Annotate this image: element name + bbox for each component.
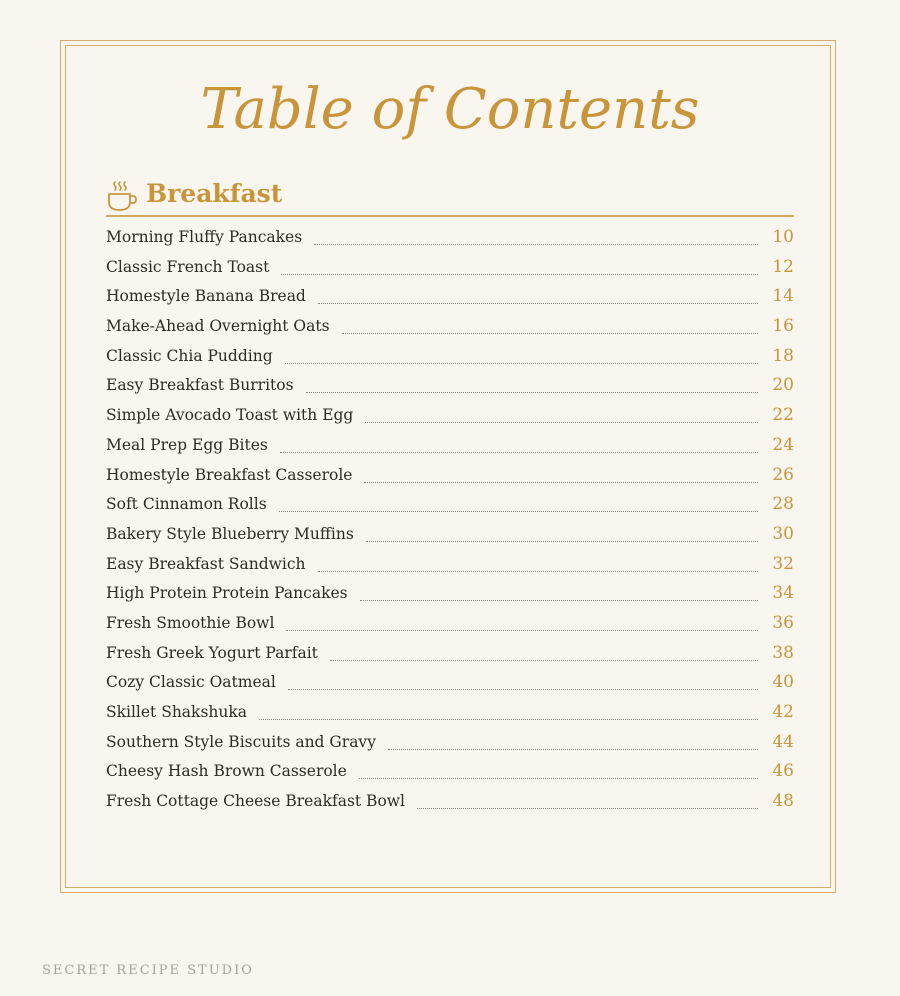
dot-leader <box>342 333 758 334</box>
toc-entry-title: Cheesy Hash Brown Casserole <box>106 762 347 781</box>
toc-entry-page-number: 36 <box>772 612 794 633</box>
dot-leader <box>281 274 758 275</box>
toc-entry-title: Easy Breakfast Sandwich <box>106 554 306 573</box>
toc-entry-title: Southern Style Biscuits and Gravy <box>106 732 376 751</box>
toc-entry-page-number: 42 <box>772 702 794 722</box>
toc-entry-page-number: 24 <box>772 434 794 455</box>
section-header <box>106 175 794 217</box>
dot-leader <box>280 452 758 453</box>
dot-leader <box>388 749 758 750</box>
toc-entry[interactable] <box>106 668 794 698</box>
toc-entry[interactable] <box>106 787 794 817</box>
toc-entry-title: Fresh Greek Yogurt Parfait <box>106 643 318 662</box>
dot-leader <box>314 244 758 245</box>
toc-entry-page-number: 26 <box>772 464 794 485</box>
dot-leader <box>318 303 758 304</box>
toc-entry-title: Homestyle Breakfast Casserole <box>106 465 353 484</box>
toc-entry-title: High Protein Protein Pancakes <box>106 584 348 603</box>
toc-entry-title: Morning Fluffy Pancakes <box>106 228 303 246</box>
toc-entry[interactable] <box>106 312 794 342</box>
dot-leader <box>364 482 758 483</box>
toc-entry-title: Make-Ahead Overnight Oats <box>106 317 330 336</box>
toc-entry-title: Bakery Style Blueberry Muffins <box>106 524 354 543</box>
dot-leader <box>318 571 758 572</box>
toc-entry[interactable] <box>106 520 794 550</box>
dot-leader <box>360 600 758 601</box>
toc-entry[interactable] <box>106 282 794 312</box>
toc-entry-title: Skillet Shakshuka <box>106 703 247 721</box>
toc-entry-page-number: 20 <box>772 375 794 396</box>
toc-entry-title: Homestyle Banana Bread <box>106 287 306 306</box>
footer-brand: SECRET RECIPE STUDIO <box>42 963 254 978</box>
toc-entry-page-number: 16 <box>772 316 794 337</box>
toc-entry[interactable] <box>106 579 794 609</box>
toc-entry-page-number: 44 <box>772 731 794 752</box>
toc-entry[interactable] <box>106 698 794 728</box>
toc-entry[interactable] <box>106 253 794 283</box>
coffee-cup-icon <box>106 179 138 213</box>
toc-entry-page-number: 12 <box>772 256 794 277</box>
dot-leader <box>417 808 758 809</box>
toc-entry-page-number: 10 <box>772 227 794 247</box>
page-title: Table of Contents <box>200 77 700 142</box>
toc-entry[interactable] <box>106 223 794 253</box>
toc-entry-page-number: 34 <box>772 583 794 604</box>
dot-leader <box>285 363 758 364</box>
toc-entry-title: Fresh Smoothie Bowl <box>106 613 275 632</box>
toc-entry-title: Easy Breakfast Burritos <box>106 376 294 395</box>
dot-leader <box>259 719 758 720</box>
toc-entry[interactable] <box>106 431 794 461</box>
toc-entry-title: Fresh Cottage Cheese Breakfast Bowl <box>106 792 405 811</box>
toc-entry-page-number: 38 <box>772 642 794 663</box>
toc-entry[interactable] <box>106 461 794 491</box>
toc-entry[interactable] <box>106 609 794 639</box>
toc-entry-page-number: 32 <box>772 553 794 574</box>
toc-entry-page-number: 14 <box>772 286 794 307</box>
dot-leader <box>330 660 758 661</box>
toc-entry-page-number: 48 <box>772 791 794 812</box>
dot-leader <box>359 778 758 779</box>
dot-leader <box>279 511 758 512</box>
dot-leader <box>288 689 758 690</box>
toc-entry-page-number: 46 <box>772 761 794 782</box>
toc-entry-page-number: 30 <box>772 523 794 544</box>
toc-entry-page-number: 22 <box>772 405 794 426</box>
toc-entry-title: Classic Chia Pudding <box>106 346 273 365</box>
toc-entry[interactable] <box>106 550 794 580</box>
dot-leader <box>286 630 758 631</box>
toc-entry-page-number: 18 <box>772 345 794 366</box>
toc-entry[interactable] <box>106 639 794 669</box>
toc-entry-title: Cozy Classic Oatmeal <box>106 673 276 692</box>
toc-entry-title: Classic French Toast <box>106 257 270 276</box>
toc-entry[interactable] <box>106 342 794 372</box>
toc-entry[interactable] <box>106 728 794 758</box>
toc-entry[interactable] <box>106 490 794 520</box>
toc-list <box>106 223 794 817</box>
toc-entry-page-number: 40 <box>772 672 794 693</box>
dot-leader <box>306 392 758 393</box>
dot-leader <box>365 422 758 423</box>
toc-entry-title: Simple Avocado Toast with Egg <box>106 406 354 425</box>
dot-leader <box>366 541 758 542</box>
toc-entry-page-number: 28 <box>772 494 794 515</box>
section-title-breakfast: Breakfast <box>146 179 283 208</box>
toc-entry[interactable] <box>106 371 794 401</box>
toc-entry[interactable] <box>106 401 794 431</box>
toc-entry-title: Soft Cinnamon Rolls <box>106 495 267 514</box>
toc-entry[interactable] <box>106 757 794 787</box>
toc-entry-title: Meal Prep Egg Bites <box>106 435 268 454</box>
